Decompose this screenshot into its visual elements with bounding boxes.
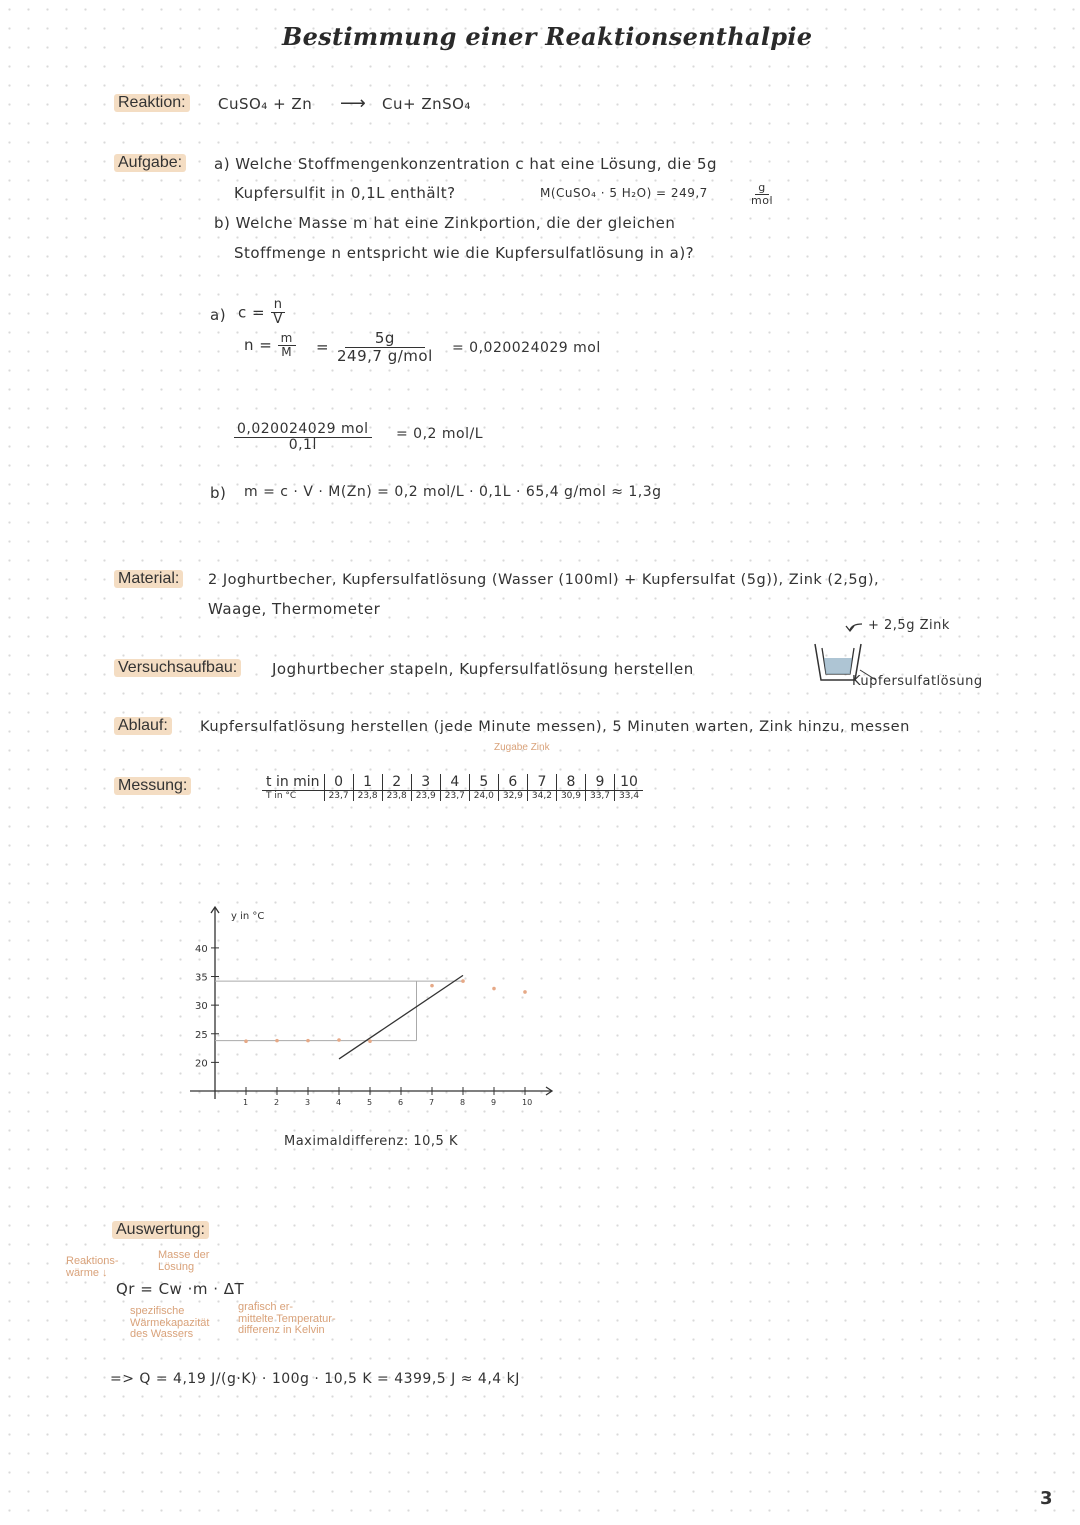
aufgabe-a-line1: a) Welche Stoffmengenkonzentration c hat eine Lösung, die 5g: [214, 155, 718, 173]
sketch-solution-label: Kupfersulfatlösung: [852, 674, 983, 689]
temperature-header: T in °C: [266, 791, 297, 801]
result-c: = 0,2 mol/L: [396, 426, 484, 442]
temperature-cell: 23,8: [382, 791, 411, 802]
x-tick-label: 2: [274, 1098, 280, 1107]
data-point: [430, 984, 434, 988]
y-axis-label: y in °C: [231, 911, 265, 922]
data-point: [523, 990, 527, 994]
note-grafisch: grafisch er- mittelte Temperatur- differenz in Kelvin: [238, 1301, 336, 1337]
time-cell: 1: [353, 774, 382, 791]
temperature-row: [262, 791, 643, 802]
reaktion-arrow: ⟶: [340, 93, 367, 114]
time-header: t in min: [262, 774, 324, 791]
eq-sign: =: [316, 338, 330, 356]
time-cell: 2: [382, 774, 411, 791]
molar-unit: $\frac{g}{\text{mol}}$: [751, 181, 774, 208]
material-line1: 2 Joghurtbecher, Kupfersulfatlösung (Wasser (100ml) + Kupfersulfat (5g)), Zink (2,5g),: [208, 572, 880, 588]
solution-fill: [824, 658, 852, 674]
time-cell: 3: [411, 774, 440, 791]
temperature-cell: 23,7: [440, 791, 469, 802]
time-cell: 4: [440, 774, 469, 791]
y-tick-label: 40: [195, 943, 208, 955]
material-label: Material:: [114, 570, 183, 588]
c-formula: c = $\frac{n}{V}$: [238, 298, 286, 328]
material-line2: Waage, Thermometer: [208, 600, 381, 618]
note-reaktionswaerme: Reaktions- wärme ↓: [66, 1255, 119, 1279]
y-tick-label: 20: [195, 1058, 208, 1070]
temperature-cell: 33,4: [615, 791, 644, 802]
x-tick-label: 5: [367, 1098, 373, 1107]
page-title: Bestimmung einer Reaktionsenthalpie: [282, 22, 813, 51]
data-point: [306, 1039, 310, 1043]
data-point: [461, 979, 465, 983]
time-cell: 9: [585, 774, 614, 791]
temperature-cell: 34,2: [527, 791, 556, 802]
temperature-cell: 23,7: [324, 791, 353, 802]
fraction-mass: $\frac{5g}{\text{249,7 g/mol}}$: [337, 329, 433, 365]
temperature-cell: 23,9: [411, 791, 440, 802]
solution-a-label: a): [210, 306, 227, 324]
page-number: 3: [1040, 1488, 1053, 1509]
auswertung-formula: Qr = Cw ·m · ΔT: [116, 1280, 245, 1298]
n-formula: n = $\frac{m}{M}$: [244, 332, 296, 359]
auswertung-result: => Q = 4,19 J/(g·K) · 100g · 10,5 K = 4399,5 J ≈ 4,4 kJ: [110, 1371, 520, 1387]
y-tick-label: 25: [195, 1029, 208, 1041]
x-tick-label: 9: [491, 1098, 497, 1107]
y-tick-label: 30: [195, 1001, 208, 1013]
measurement-table: [262, 774, 643, 801]
aufgabe-b-line2: Stoffmenge n entspricht wie die Kupfersulfatlösung in a)?: [234, 244, 695, 262]
time-row: [262, 774, 643, 791]
note-masse: Masse der Lösung: [158, 1249, 210, 1273]
time-cell: 5: [469, 774, 498, 791]
sketch-zinc-label: + 2,5g Zink: [868, 618, 950, 633]
data-point: [244, 1039, 248, 1043]
x-tick-label: 8: [460, 1098, 466, 1107]
ablauf-text: Kupfersulfatlösung herstellen (jede Minute messen), 5 Minuten warten, Zink hinzu, messen: [200, 718, 910, 735]
chart-note: Maximaldifferenz: 10,5 K: [284, 1134, 458, 1149]
data-point: [275, 1039, 279, 1043]
solution-b-label: b): [210, 484, 227, 502]
solution-b-formula: m = c · V · M(Zn) = 0,2 mol/L · 0,1L · 65,4 g/mol ≈ 1,3g: [244, 484, 662, 500]
temperature-cell: 32,9: [498, 791, 527, 802]
fraction-conc: $\frac{\text{0,020024029 mol}}{0,1l}$: [234, 422, 372, 454]
aufgabe-b-line1: b) Welche Masse m hat eine Zinkportion, die der gleichen: [214, 214, 676, 232]
time-cell: 10: [615, 774, 644, 791]
messung-label: Messung:: [114, 777, 191, 795]
temperature-chart: [180, 895, 580, 1135]
reaktion-label: Reaktion:: [114, 94, 190, 112]
temperature-cell: 24,0: [469, 791, 498, 802]
y-tick-label: 35: [195, 972, 208, 984]
molar-mass: M(CuSO₄ · 5 H₂O) = 249,7: [540, 186, 708, 200]
temperature-cell: 23,8: [353, 791, 382, 802]
aufgabe-a-line2: Kupfersulfit in 0,1L enthält?: [234, 184, 456, 202]
reaktion-left: CuSO₄ + Zn: [218, 95, 313, 113]
x-tick-label: 3: [305, 1098, 311, 1107]
data-point: [337, 1038, 341, 1042]
auswertung-label: Auswertung:: [112, 1221, 209, 1239]
result-n: = 0,020024029 mol: [452, 340, 601, 356]
ablauf-note: Zugabe Zink: [494, 742, 550, 753]
note-spezifisch: spezifische Wärmekapazität des Wassers: [130, 1305, 210, 1341]
aufgabe-label: Aufgabe:: [114, 154, 186, 172]
x-tick-label: 10: [522, 1098, 533, 1107]
aufbau-text: Joghurtbecher stapeln, Kupfersulfatlösung herstellen: [272, 660, 694, 678]
temperature-cell: 33,7: [585, 791, 614, 802]
x-tick-label: 7: [429, 1098, 435, 1107]
data-point: [368, 1039, 372, 1043]
time-cell: 6: [498, 774, 527, 791]
data-point: [492, 987, 496, 991]
aufbau-label: Versuchsaufbau:: [114, 659, 241, 677]
time-cell: 7: [527, 774, 556, 791]
temperature-cell: 30,9: [556, 791, 585, 802]
reaktion-right: Cu+ ZnSO₄: [382, 95, 471, 113]
time-cell: 0: [324, 774, 353, 791]
x-tick-label: 6: [398, 1098, 404, 1107]
x-tick-label: 4: [336, 1098, 342, 1107]
ablauf-label: Ablauf:: [114, 717, 172, 735]
x-tick-label: 1: [243, 1098, 249, 1107]
fit-line: [339, 975, 463, 1059]
time-cell: 8: [556, 774, 585, 791]
